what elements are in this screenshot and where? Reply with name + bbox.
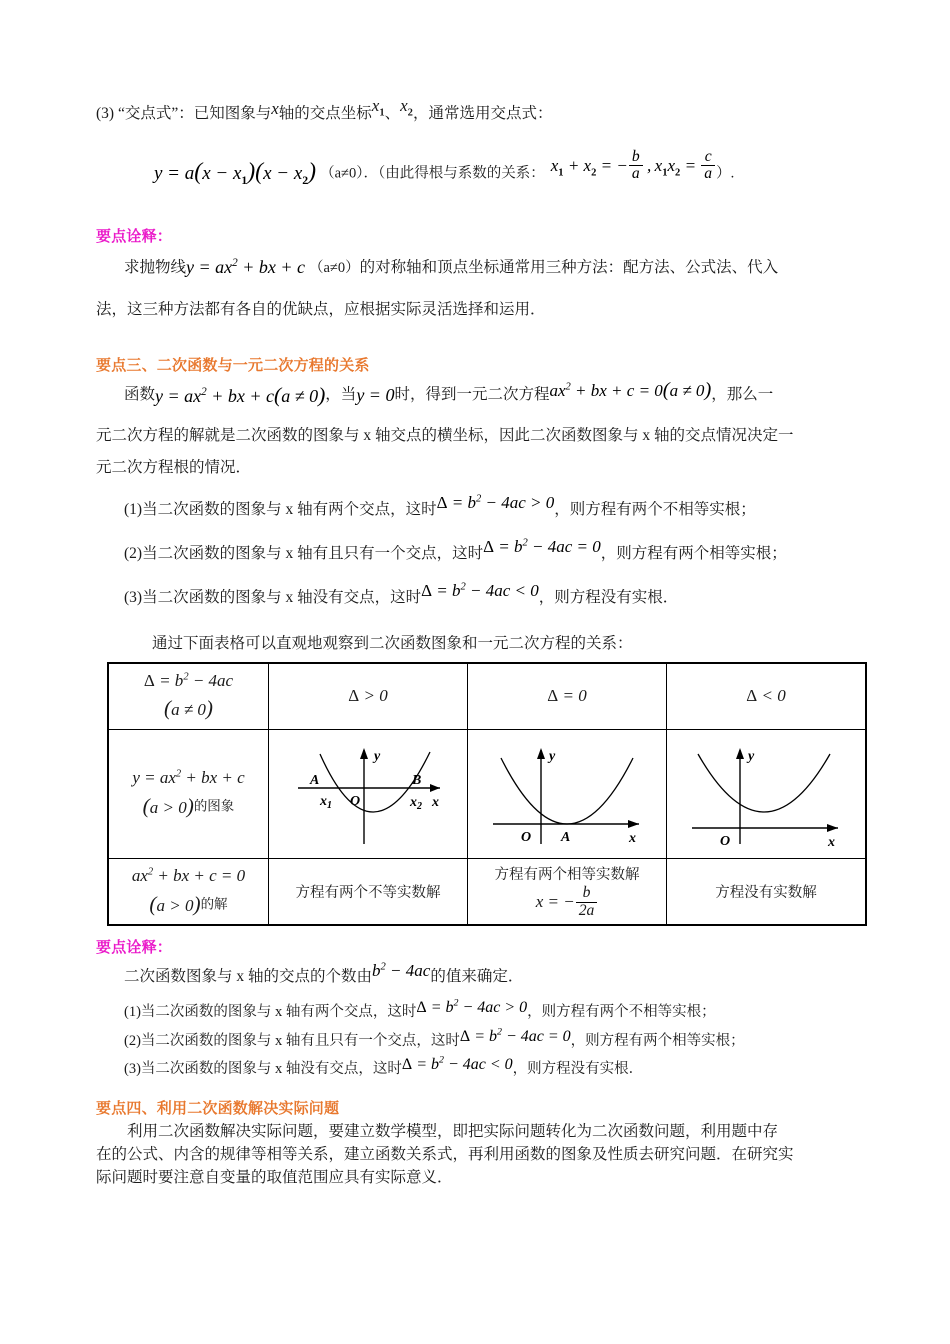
- s3-item2-text-a: 当二次函数的图象与 x 轴有且只有一个交点，这时: [142, 544, 484, 562]
- lead-after-x: 轴的交点坐标: [278, 104, 372, 122]
- vieta-relations: $x_1 + x_2$ = − $\frac{b}{a}$ , $x_1x_2$ = $\frac{c}{a}$: [551, 156, 716, 175]
- table-cell-solution-two-distinct: 方程有两个不等实数解: [269, 859, 468, 926]
- table-cell-graph-delta-zero: [468, 730, 667, 859]
- lead-x1: $x_1$: [371, 96, 385, 119]
- svg-text:x: x: [432, 795, 439, 811]
- section4-body-line1: 利用二次函数解决实际问题，要建立数学模型，即把实际问题转化为二次函数问题，利用题中存: [127, 1122, 779, 1140]
- parabola-graph-no-root: [678, 736, 854, 852]
- note2-item2-text-a: 当二次函数的图象与 x 轴有且只有一个交点，这时: [140, 1032, 460, 1049]
- equation-condition-row: (a > 0)的解: [149, 891, 228, 916]
- section3-paragraph-line3: 元二次方程根的情况．: [96, 458, 252, 476]
- equation-expression: $ax^2$ + bx + c = 0: [131, 866, 246, 886]
- table-cell-solution-none: 方程没有实数解: [667, 859, 867, 926]
- section4-body-line3: 际问题时要注意自变量的取值范围应具有实际意义．: [96, 1169, 453, 1187]
- note2-item2-formula: $\Delta = b^2 - 4ac = 0$: [459, 1026, 571, 1045]
- intersection-form-equation: $y = a(x - x_1)(x - x_2)$: [154, 159, 317, 188]
- note2-item3-text-a: 当二次函数的图象与 x 轴没有交点，这时: [140, 1061, 402, 1078]
- parabola-graph-one-root: [479, 736, 655, 852]
- svg-text:y: y: [549, 749, 556, 765]
- note2-item1-text-b: ，则方程有两个不相等实根；: [527, 1004, 716, 1021]
- discriminant-table: [107, 662, 867, 927]
- table-row: [108, 663, 866, 730]
- table-cell-solution-two-equal: [468, 859, 667, 926]
- s3-formula-2: y = 0: [356, 384, 395, 405]
- s3-item1-text-a: 当二次函数的图象与 x 轴有两个交点，这时: [142, 500, 437, 518]
- note2-text-b: 的值来确定．: [430, 968, 524, 986]
- svg-text:O: O: [521, 830, 532, 846]
- s3-p1-d: ，那么一: [711, 385, 774, 403]
- section3-item-3: [96, 581, 856, 610]
- note1-line1: [96, 256, 856, 280]
- note-heading-1: 要点诠释：: [96, 227, 173, 245]
- note2-item3-text-b: ，则方程没有实根．: [512, 1061, 644, 1078]
- parabola-graph-two-roots: [280, 736, 456, 852]
- svg-text:x1: $x_1$: [320, 794, 332, 812]
- s3-item3-prefix: (3): [124, 588, 143, 606]
- s3-formula-1: $y = ax^2$ + bx + c(a ≠ 0): [155, 382, 326, 407]
- note1-cond: （a≠0）: [309, 259, 360, 276]
- section3-heading: 要点三、二次函数与一元二次方程的关系: [96, 356, 370, 374]
- note2-line: [96, 960, 856, 989]
- s3-item2-text-b: ，则方程有两个相等实根；: [600, 544, 787, 562]
- table-cell-delta-negative: Δ < 0: [667, 663, 867, 730]
- lead-quote: “交点式”: [117, 104, 179, 122]
- svg-text:x2: $x_2$: [410, 795, 422, 813]
- table-row: [108, 730, 866, 859]
- intersection-form-note-tail: ）.: [716, 165, 735, 182]
- note2-item-3: [96, 1055, 856, 1080]
- lead-x2: $x_2$: [400, 96, 413, 119]
- s3-item1-prefix: (1): [124, 500, 143, 518]
- svg-text:x: x: [629, 831, 636, 847]
- table-cell-discriminant-header: [108, 663, 269, 730]
- equation-condition-suffix: 的解: [200, 895, 228, 911]
- intersection-form-cond: （a≠0）: [320, 165, 364, 182]
- svg-text:A: A: [561, 830, 571, 846]
- section3-item-2: [96, 536, 856, 566]
- lead-mid: ：已知图象与: [178, 104, 272, 122]
- note2-item3-formula: $\Delta = b^2 - 4ac < 0$: [401, 1055, 513, 1074]
- table-cell-delta-positive: Δ > 0: [269, 663, 468, 730]
- page-content: [96, 96, 856, 1190]
- note1-formula: $y = ax^2$ + bx + c: [186, 257, 305, 278]
- svg-text:O: O: [350, 794, 361, 810]
- lead-prefix: (3): [96, 104, 115, 122]
- note2-text-a: 二次函数图象与 x 轴的交点的个数由: [124, 968, 373, 986]
- discriminant-condition: (a ≠ 0): [164, 696, 213, 721]
- intersection-form-note-lead: ．（由此得根与系数的关系：: [363, 165, 545, 182]
- table-row: [108, 859, 866, 926]
- svg-text:x: x: [828, 835, 835, 851]
- note2-item-1: [96, 998, 856, 1023]
- s3-item2-formula: $\Delta = b^2 - 4ac = 0$: [483, 536, 601, 556]
- discriminant-definition: $\Delta = b^2 - 4ac$: [143, 670, 234, 690]
- section3-item-1: [96, 492, 856, 522]
- lead-tail: ，通常选用交点式：: [412, 104, 553, 122]
- table-cell-graph-delta-positive: [269, 730, 468, 859]
- note2-item1-formula: $\Delta = b^2 - 4ac > 0$: [416, 998, 528, 1017]
- function-expression: $y = ax^2$ + bx + c: [132, 768, 245, 788]
- note2-item3-prefix: (3): [124, 1061, 141, 1078]
- function-condition-row: (a > 0)的图象: [142, 793, 235, 818]
- solution-equal-text: 方程有两个相等实数解: [494, 867, 640, 884]
- table-cell-delta-zero: Δ = 0: [468, 663, 667, 730]
- intersection-form-lead: (3) “交点式”：已知图象与x轴的交点坐标$x_1$、$x_2$，通常选用交点式：: [96, 96, 553, 122]
- note1-line1-a: 求抛物线: [124, 258, 187, 276]
- s3-p1-c: 时，得到一元二次方程: [394, 385, 550, 403]
- section4-heading: 要点四、利用二次函数解决实际问题: [96, 1099, 340, 1117]
- solution-equal-formula: x = − $\frac{b}{2a}$: [470, 886, 664, 920]
- svg-text:B: B: [412, 773, 422, 789]
- svg-text:y: y: [748, 749, 755, 765]
- note2-formula: $b^2 - 4ac$: [372, 960, 431, 980]
- svg-text:O: O: [720, 834, 731, 850]
- s3-item3-text-b: ，则方程没有实根．: [538, 588, 679, 606]
- table-intro: 通过下面表格可以直观地观察到二次函数图象和一元二次方程的关系：: [152, 634, 633, 652]
- s3-p1-a: 函数: [124, 385, 156, 403]
- table-cell-graph-delta-negative: [667, 730, 867, 859]
- s3-item2-prefix: (2): [124, 544, 143, 562]
- note1-line2: 法，这三种方法都有各自的优缺点，应根据实际灵活选择和运用．: [96, 300, 546, 318]
- s3-p1-b: ，当: [325, 385, 357, 403]
- function-condition-suffix: 的图象: [193, 798, 235, 814]
- note-heading-2: 要点诠释：: [96, 939, 173, 957]
- section3-paragraph-line1: [96, 378, 856, 408]
- s3-item3-text-a: 当二次函数的图象与 x 轴没有交点，这时: [142, 588, 422, 606]
- note2-item2-prefix: (2): [124, 1032, 141, 1049]
- svg-text:A: A: [310, 773, 320, 789]
- section3-paragraph-line2: 元二次方程的解就是二次函数的图象与 x 轴交点的横坐标，因此二次函数图象与 x 轴的交点情况决定一: [96, 426, 794, 444]
- section4-body-line2: 在的公式、内含的规律等相等关系，建立函数关系式，再利用函数的图象及性质去研究问题．在研究实: [96, 1146, 794, 1164]
- note2-item-2: [96, 1026, 856, 1052]
- note2-item2-text-b: ，则方程有两个相等实根；: [570, 1032, 745, 1049]
- svg-text:y: y: [374, 749, 381, 765]
- note2-item1-text-a: 当二次函数的图象与 x 轴有两个交点，这时: [140, 1004, 417, 1021]
- intersection-form-equation-row: [96, 147, 856, 191]
- lead-var-x: x: [271, 99, 279, 119]
- s3-item1-text-b: ，则方程有两个不相等实根；: [554, 500, 756, 518]
- s3-item1-formula: $\Delta = b^2 - 4ac > 0$: [436, 492, 555, 512]
- table-cell-equation-header: [108, 859, 269, 926]
- table-cell-function-header: [108, 730, 269, 859]
- s3-item3-formula: $\Delta = b^2 - 4ac < 0$: [421, 581, 539, 600]
- note2-item1-prefix: (1): [124, 1004, 141, 1021]
- s3-formula-3: $ax^2$ + bx + c = 0(a ≠ 0): [549, 378, 712, 401]
- note1-line1-b: 的对称轴和顶点坐标通常用三种方法：配方法、公式法、代入: [359, 258, 779, 276]
